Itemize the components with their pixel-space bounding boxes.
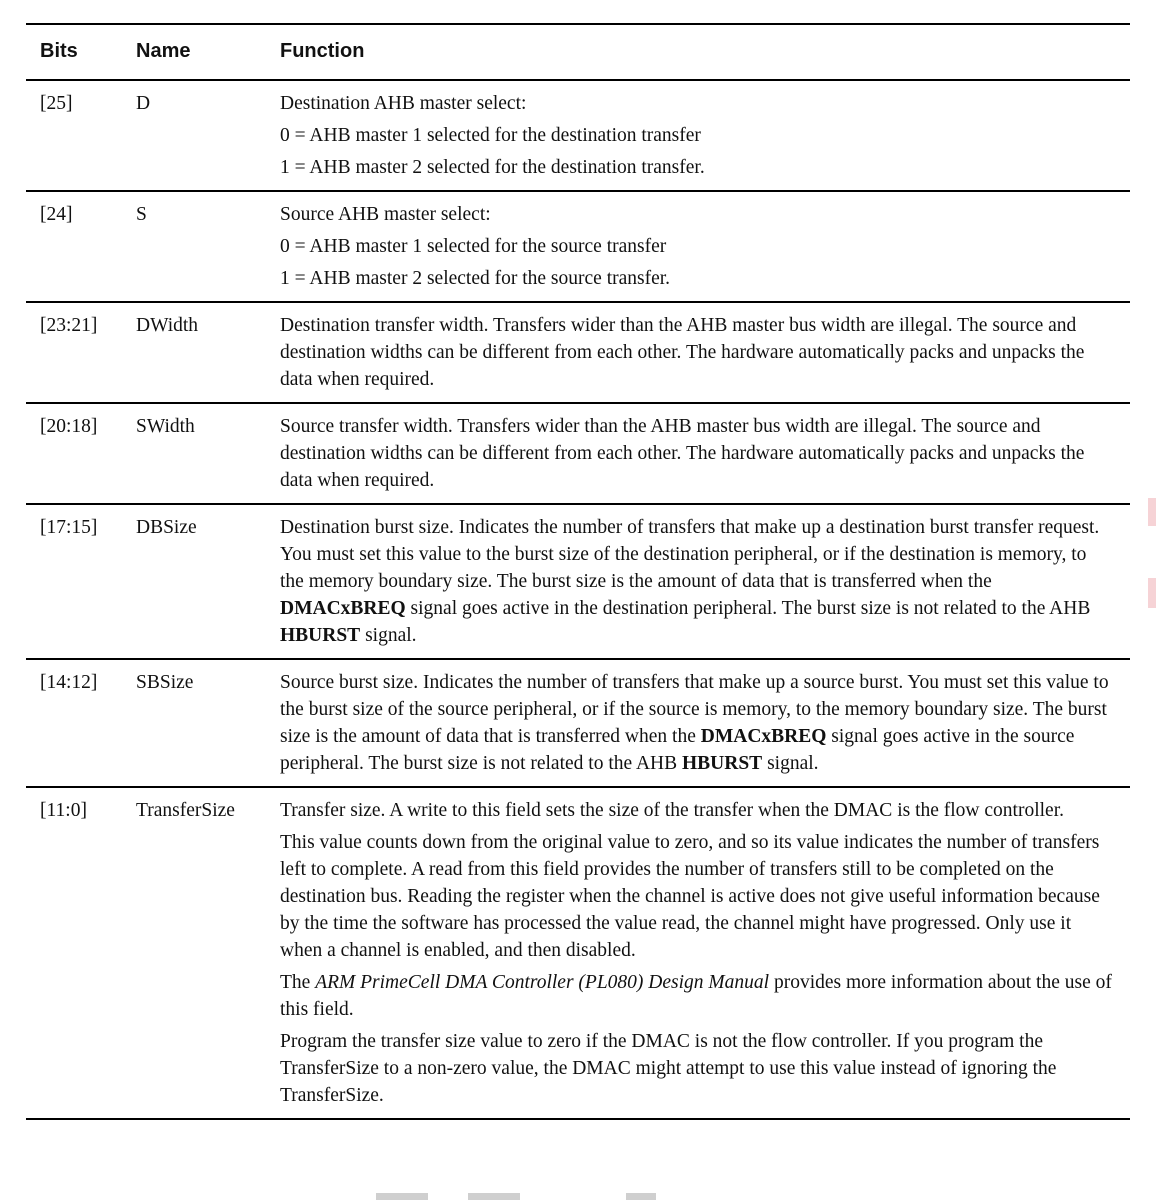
register-field-table — [26, 23, 1130, 1120]
cell-name: D — [136, 93, 151, 114]
cell-function — [266, 787, 1130, 1119]
cell-bits: [11:0] — [40, 800, 87, 821]
cell-name: SWidth — [136, 416, 195, 437]
function-text: Destination transfer width. Transfers wider than the AHB master bus width are illegal. The source and destination widths can be different from each other. The hardware automatically packs and unpacks the data when required. — [280, 315, 1085, 390]
function-text-part: signal. — [762, 753, 819, 774]
function-line: Source AHB master select: — [280, 204, 491, 225]
function-text-part: signal. — [360, 625, 417, 646]
cell-bits: [17:15] — [40, 517, 98, 538]
header-bits: Bits — [40, 40, 78, 62]
function-text: Source transfer width. Transfers wider than the AHB master bus width are illegal. The source and destination widths can be different from each other. The hardware automatically packs and unpacks the data when required. — [280, 416, 1085, 491]
header-function: Function — [280, 40, 365, 62]
function-paragraph: This value counts down from the original value to zero, and so its value indicates the number of transfers left to complete. A read from this field provides the number of transfers still to be completed on the destination bus. Reading the register when the channel is active does not give useful information because by the time the software has processed the value read, the channel might have progressed. Only use it when a channel is enabled, and then disabled. — [280, 832, 1100, 961]
manual-title: ARM PrimeCell DMA Controller (PL080) Design Manual — [315, 972, 770, 993]
function-line: Destination AHB master select: — [280, 93, 527, 114]
signal-name-dmacxbreq: DMACxBREQ — [280, 598, 406, 619]
table-row — [26, 80, 1130, 191]
function-text-part: provides more information about the use of this field. — [280, 972, 1112, 1020]
cell-bits: [14:12] — [40, 672, 98, 693]
function-text — [280, 514, 1112, 649]
cell-function — [266, 659, 1130, 787]
cell-name: SBSize — [136, 672, 194, 693]
cell-function — [266, 403, 1130, 504]
cell-bits: [25] — [40, 93, 73, 114]
function-line: 1 = AHB master 2 selected for the destination transfer. — [280, 157, 705, 178]
cell-function — [266, 302, 1130, 403]
cropped-footer-fragment — [468, 1193, 520, 1200]
signal-name-hburst: HBURST — [682, 753, 763, 774]
cell-name: DBSize — [136, 517, 197, 538]
function-paragraph — [280, 969, 1112, 1023]
function-text-part: Source burst size. Indicates the number of transfers that make up a source burst. You must set this value to the burst size of the source peripheral, or if the source is memory, to the memory boundary size. The burst size is the amount of data that is transferred when the — [280, 672, 1109, 747]
table-header-row — [26, 24, 1130, 80]
function-line: 0 = AHB master 1 selected for the source transfer — [280, 236, 667, 257]
header-name: Name — [136, 40, 191, 62]
cell-function — [266, 80, 1130, 191]
margin-decoration — [1148, 498, 1156, 526]
cell-function — [266, 191, 1130, 302]
cell-function — [266, 504, 1130, 659]
signal-name-hburst: HBURST — [280, 625, 361, 646]
function-text-part: The — [280, 972, 316, 993]
function-text-part: signal goes active in the source peripheral. The burst size is not related to the AHB — [280, 726, 1075, 774]
cell-name: S — [136, 204, 147, 225]
table-row — [26, 191, 1130, 302]
cell-name: DWidth — [136, 315, 199, 336]
cropped-footer-fragment — [626, 1193, 656, 1200]
function-line: 1 = AHB master 2 selected for the source transfer. — [280, 268, 671, 289]
cell-name: TransferSize — [136, 800, 235, 821]
function-text — [280, 669, 1112, 777]
cell-bits: [24] — [40, 204, 73, 225]
signal-name-dmacxbreq: DMACxBREQ — [700, 726, 827, 747]
function-text-part: signal goes active in the destination peripheral. The burst size is not related to the AHB — [405, 598, 1091, 619]
margin-decoration — [1148, 578, 1156, 608]
table-row — [26, 659, 1130, 787]
cell-bits: [23:21] — [40, 315, 98, 336]
function-paragraph: Program the transfer size value to zero if the DMAC is not the flow controller. If you program the TransferSize to a non-zero value, the DMAC might attempt to use this value instead of ignoring the TransferSize. — [280, 1031, 1057, 1106]
function-line: 0 = AHB master 1 selected for the destination transfer — [280, 125, 701, 146]
table-row — [26, 403, 1130, 504]
cropped-footer-fragment — [376, 1193, 428, 1200]
function-text-part: Destination burst size. Indicates the number of transfers that make up a destination burst transfer request. You must set this value to the burst size of the destination peripheral, or if the destination is memory, to the memory boundary size. The burst size is the amount of data that is transferred when the — [280, 517, 1100, 592]
table-row — [26, 302, 1130, 403]
function-paragraph: Transfer size. A write to this field sets the size of the transfer when the DMAC is the flow controller. — [280, 800, 1064, 821]
cell-bits: [20:18] — [40, 416, 98, 437]
table-row — [26, 787, 1130, 1119]
table-row — [26, 504, 1130, 659]
